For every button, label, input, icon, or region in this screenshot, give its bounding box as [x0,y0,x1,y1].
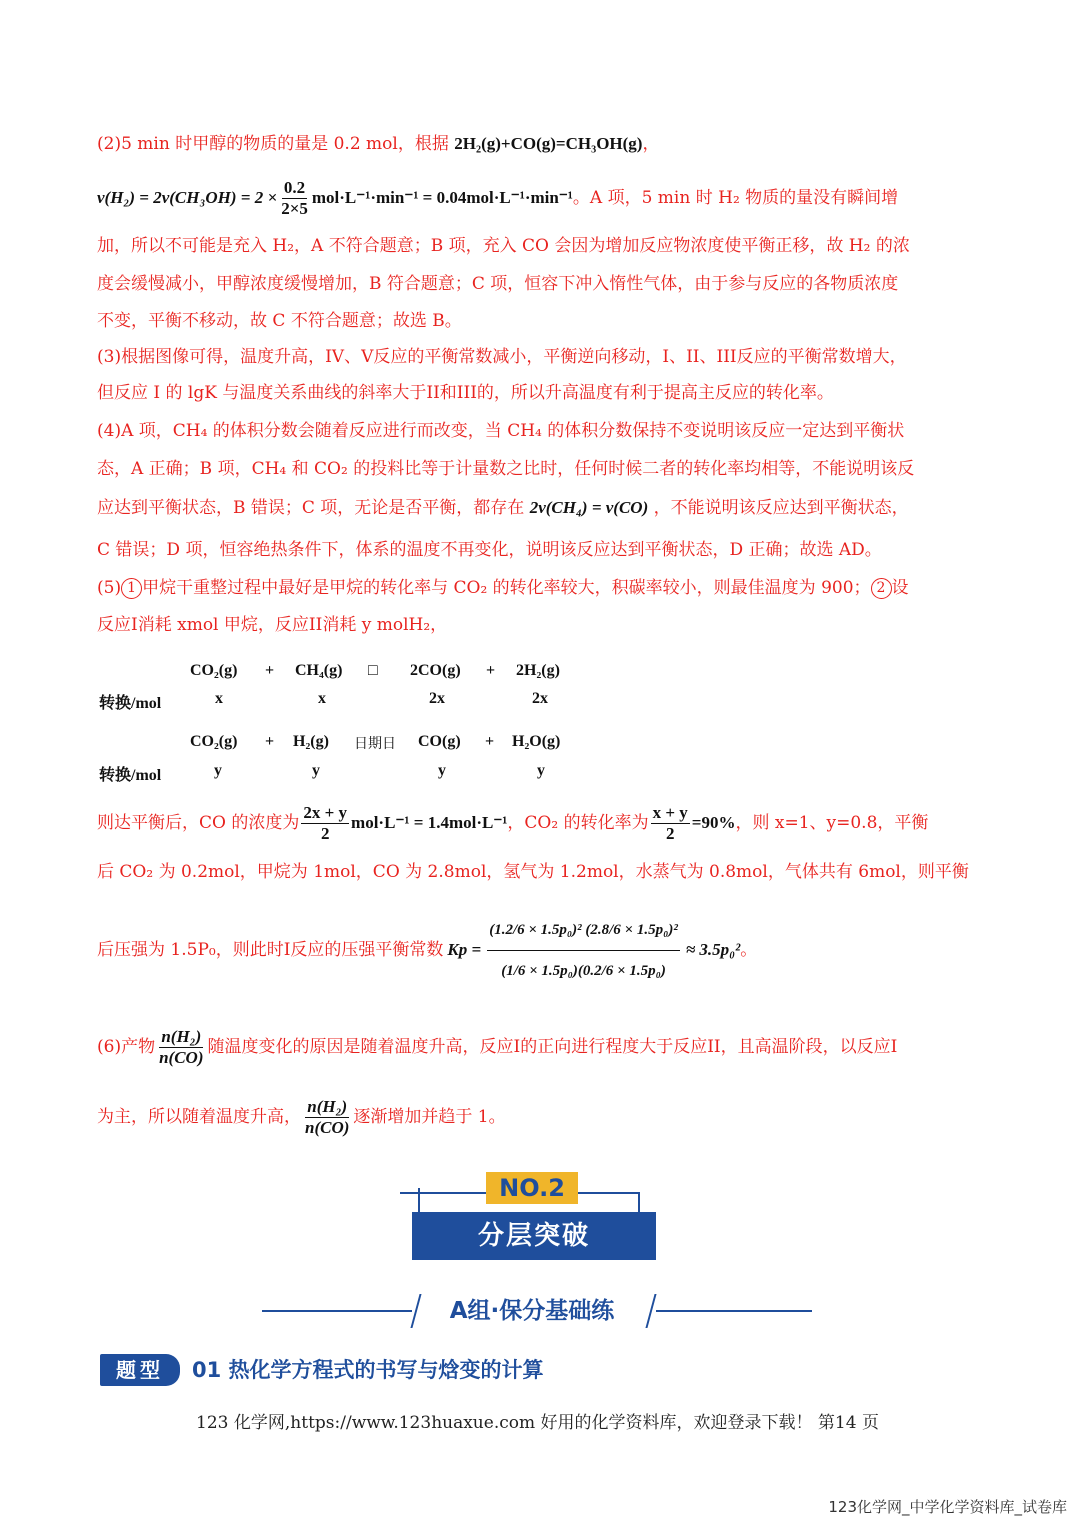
para2-line1: (2)5 min 时甲醇的物质的量是 0.2 mol，根据 2H₂(g)+CO(g)=CH₃OH(g)， [97,134,660,154]
row-label: 转换/mol [99,767,162,784]
fraction-kp: $\frac{\text{(1.2/6 × 1.5p₀)² (2.8/6 × 1.5p₀)²}}{\text{(1/6 × 1.5p₀)(0.2/6 × 1.5p₀)}}$ [487,910,680,991]
group-heading: A组·保分基础练 [449,1298,615,1324]
para6-line2: 后 CO₂ 为 0.2mol，甲烷为 1mol，CO 为 2.8mol，氢气为 1.2mol，水蒸气为 0.8mol，气体共有 6mol，则平衡 [97,862,969,882]
banner-number: NO.2 [486,1172,578,1204]
group-heading-row [262,1290,812,1332]
fraction-h2-co: $\frac{\text{n(H₂)}}{n(CO)}$ [159,1026,204,1067]
topic-tag: 题型 [100,1354,180,1386]
circled-number-2: 2 [871,578,892,599]
para3-line2: 但反应 I 的 lgK 与温度关系曲线的斜率大于II和III的，所以升高温度有利于提高主反应的转化率。 [97,383,834,403]
row-label: 转换/mol [99,695,162,712]
para4-line2: 态，A 正确；B 项，CH₄ 和 CO₂ 的投料比等于计量数之比时，任何时候二者的转化率均相等，不能说明该反 [97,459,915,479]
para3-line1: (3)根据图像可得，温度升高，IV、V反应的平衡常数减小，平衡逆向移动，I、II、III反应的平衡常数增大， [97,347,907,367]
para2-line5: 不变，平衡不移动，故 C 不符合题意；故选 B。 [97,311,462,331]
para6-line3: 后压强为 1.5P₀，则此时I反应的压强平衡常数 Kp = $\frac{\text{(1.2/6 × 1.5p₀)² (2.8/6 × 1.5p₀)²}}{\text{(1/6 × 1.5p₀)(0.2/6 × 1.5p₀)}}$ ≈ 3.5p₀² 。 [97,898,977,1002]
banner-title: 分层突破 [412,1212,656,1260]
para2-line3: 加，所以不可能是充入 H₂，A 不符合题意；B 项，充入 CO 会因为增加反应物浓度使平衡正移，故 H₂ 的浓 [97,236,910,256]
fraction-conversion: $\frac{x + y}{2}$ [652,802,688,843]
topic-header [100,1352,700,1390]
equation-rate-relation: 2v(CH₄) = v(CO) [529,498,649,517]
para7-line2: 为主，所以随着温度升高， $\frac{\text{n(H₂)}}{n(CO)}$ 逐渐增加并趋于 1。 [97,1096,506,1137]
para6-line1: 则达平衡后，CO 的浓度为 $\frac{2x + y}{2}$ mol·L⁻¹ = 1.4mol·L⁻¹ ，CO₂ 的转化率为 $\frac{x + y}{2}$ =90% ，则 x=1、y=0.8，平衡 [97,802,929,843]
fraction-h2-co: $\frac{\text{n(H₂)}}{n(CO)}$ [305,1096,350,1137]
fraction-rate: $\frac{0.2}{2\times 5}$ [281,177,308,218]
para7-line1: (6)产物 $\frac{\text{n(H₂)}}{n(CO)}$ 随温度变化的原因是随着温度升高，反应I的正向进行程度大于反应II，且高温阶段，以反应I [97,1026,898,1067]
para2-line4: 度会缓慢减小，甲醇浓度缓慢增加，B 符合题意；C 项，恒容下冲入惰性气体，由于参与反应的各物质浓度 [97,274,899,294]
page-footer: 123 化学网,https://www.123huaxue.com 好用的化学资料库，欢迎登录下载！ 第14 页 [196,1413,879,1433]
section-banner [400,1168,670,1264]
fraction-co-concentration: $\frac{2x + y}{2}$ [303,802,348,843]
para5-line1: (5) 1 甲烷干重整过程中最好是甲烷的转化率与 CO₂ 的转化率较大，积碳率较小，则最佳温度为 900； 2 设 [97,578,909,598]
equation-methanol: 2H₂(g)+CO(g)=CH₃OH(g) [454,134,643,153]
para2-line2: v(H₂) = 2v(CH₃OH) = 2 × $\frac{0.2}{2\times 5}$ mol·L⁻¹·min⁻¹ = 0.04mol·L⁻¹·min⁻¹ 。A 项，5 min 时 H₂ 物质的量没有瞬间增 [97,177,899,218]
watermark: 123化学网_中学化学资料库_试卷库 [828,1498,1067,1516]
para4-line1: (4)A 项，CH₄ 的体积分数会随着反应进行而改变，当 CH₄ 的体积分数保持不变说明该反应一定达到平衡状 [97,421,905,441]
para4-line4: C 错误；D 项，恒容绝热条件下，体系的温度不再变化，说明该反应达到平衡状态，D 正确；故选 AD。 [97,540,882,560]
topic-title: 01 热化学方程式的书写与焓变的计算 [192,1358,544,1382]
para4-line3: 应达到平衡状态，B 错误；C 项，无论是否平衡，都存在 2v(CH₄) = v(CO) ，不能说明该反应达到平衡状态， [97,498,909,518]
para5-line2: 反应I消耗 xmol 甲烷，反应II消耗 y molH₂， [97,615,448,635]
circled-number-1: 1 [121,578,142,599]
